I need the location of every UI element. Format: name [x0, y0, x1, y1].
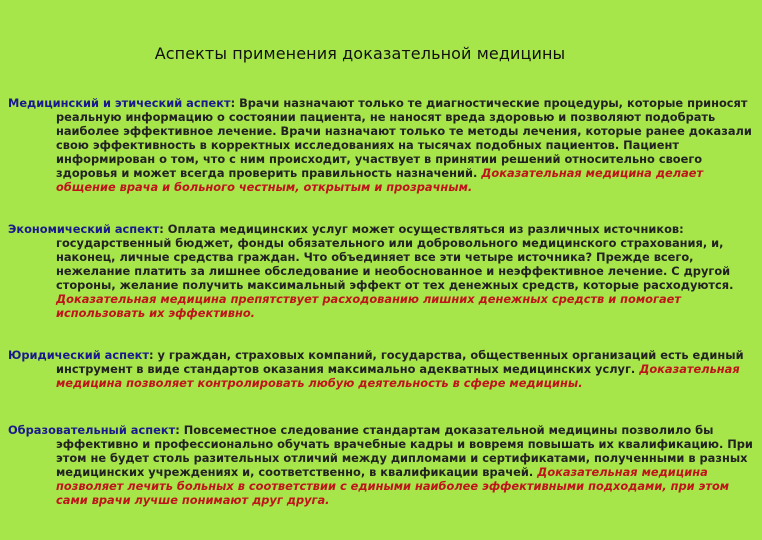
- section-body: : Оплата медицинских услуг может осуществляться из различных источников: государственный бюджет, фонды обязательного или добровольного медицинского страхования, и, наконец, личные средства граждан. Что объединяет все эти четыре источника? Прежде всего, нежелание платить за лишнее обследование и необоснованное и неэффективное лечение. С другой стороны, желание получить максимальный эффект от тех денежных средств, которые расходуются.: [56, 222, 734, 292]
- section-emphasis: Доказательная медицина позволяет лечить больных в соответствии с едиными наиболее эффективными подходами, при этом сами врачи лучше понимают друг друга.: [56, 465, 730, 507]
- section-heading: Образовательный аспект: [8, 423, 176, 437]
- section-heading: Юридический аспект: [8, 348, 150, 362]
- section-legal: [8, 348, 762, 390]
- section-educational: [8, 423, 762, 507]
- section-body: : у граждан, страховых компаний, государства, общественных организаций есть единый инструмент в виде стандартов оказания максимально адекватных медицинских услуг.: [56, 348, 744, 376]
- section-body: : Повсеместное следование стандартам доказательной медицины позволило бы эффективно и профессионально обучать врачебные кадры и вовремя повышать их квалификацию. При этом не будет столь разительных отличий между дипломами и сертификатами, полученными в разных медицинских учреждениях и, соответственно, в квалификации врачей.: [56, 423, 753, 479]
- section-medical-ethical: [8, 96, 762, 194]
- section-heading: Экономический аспект: [8, 222, 160, 236]
- section-emphasis: Доказательная медицина препятствует расходованию лишних денежных средств и помогает использовать их эффективно.: [56, 292, 681, 320]
- section-emphasis: Доказательная медицина позволяет контролировать любую деятельность в сфере медицины.: [56, 362, 740, 390]
- section-body: : Врачи назначают только те диагностические процедуры, которые приносят реальную информацию о состоянии пациента, не наносят вреда здоровью и позволяют подобрать наиболее эффективное лечение. Врачи назначают только те методы лечения, которые ранее доказали свою эффективность в корректных исследованиях на тысячах подобных пациентов. Пациент информирован о том, что с ним происходит, участвует в принятии решений относительно своего здоровья и может всегда проверить правильность назначений.: [56, 96, 752, 180]
- section-emphasis: Доказательная медицина делает общение врача и больного честным, открытым и прозрачным.: [56, 166, 704, 194]
- section-economic: [8, 222, 762, 320]
- section-heading: Медицинский и этический аспект: [8, 96, 231, 110]
- slide-title: Аспекты применения доказательной медицины: [154, 44, 566, 63]
